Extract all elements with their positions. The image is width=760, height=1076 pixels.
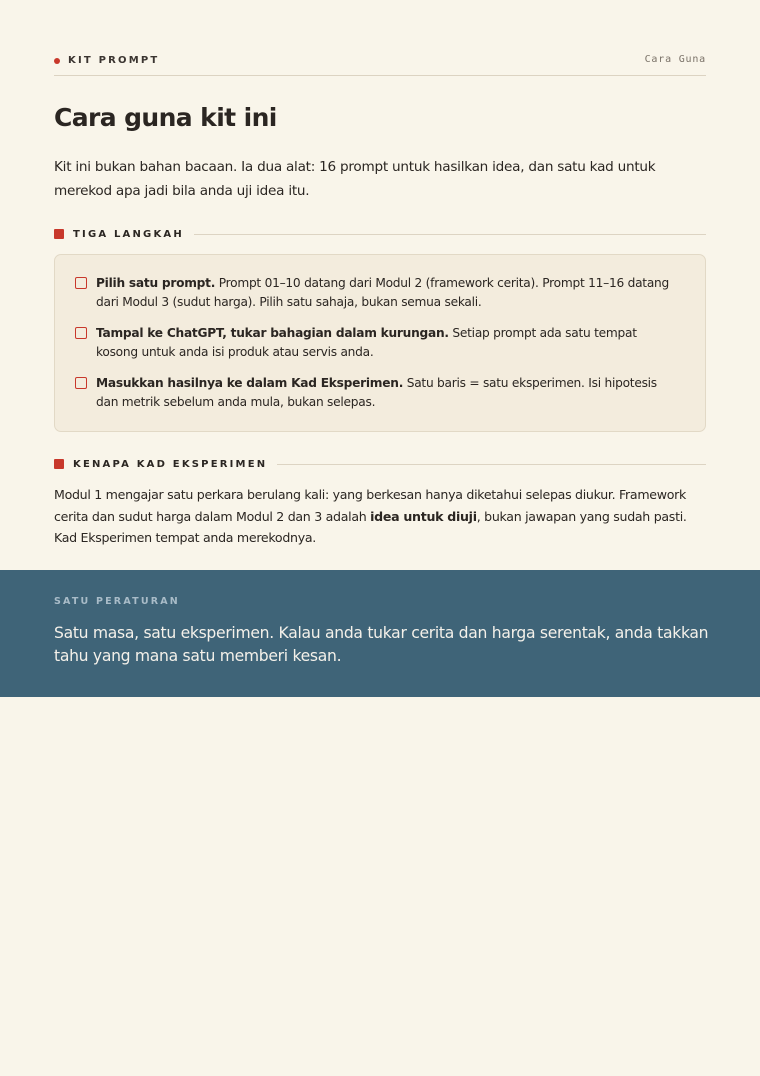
step-text — [96, 324, 675, 362]
step-description: Satu baris = satu eksperimen. Isi hipotesis dan metrik sebelum anda mula, bukan selepas. — [96, 376, 657, 409]
steps-card — [54, 254, 706, 432]
checkbox-icon[interactable] — [75, 377, 87, 389]
rule-text: Satu masa, satu eksperimen. Kalau anda tukar cerita dan harga serentak, anda takkan tahu yang mana satu memberi kesan. — [54, 624, 709, 665]
step-text — [96, 374, 675, 412]
why-section-header — [54, 457, 706, 471]
brand-dot-icon — [54, 58, 60, 64]
page-header — [54, 54, 706, 76]
why-text-highlight: idea untuk diuji — [370, 508, 477, 524]
checkbox-icon[interactable] — [75, 327, 87, 339]
step-description: Setiap prompt ada satu tempat kosong untuk anda isi produk atau servis anda. — [96, 326, 637, 359]
brand — [54, 55, 159, 66]
rule-callout — [0, 570, 760, 697]
page-title: Cara guna kit ini — [54, 103, 277, 132]
step-title: Masukkan hasilnya ke dalam Kad Eksperimen. — [96, 376, 404, 390]
step-item — [75, 374, 675, 412]
why-section-label: KENAPA KAD EKSPERIMEN — [73, 458, 268, 470]
why-text-part: , bukan jawapan yang sudah pasti. Kad Eksperimen tempat anda merekodnya. — [54, 508, 687, 545]
section-divider — [194, 234, 706, 235]
rule-label: SATU PERATURAN — [54, 596, 180, 607]
why-text — [54, 484, 704, 549]
section-divider — [277, 464, 706, 465]
steps-section-label: TIGA LANGKAH — [73, 228, 184, 240]
why-text-part: Modul 1 mengajar satu perkara berulang kali: yang berkesan hanya diketahui selepas diukur. Framework cerita dan sudut harga dalam Modul 2 dan 3 adalah — [54, 487, 687, 524]
step-title: Tampal ke ChatGPT, tukar bahagian dalam kurungan. — [96, 326, 449, 340]
step-text — [96, 274, 675, 312]
step-description: Prompt 01–10 datang dari Modul 2 (framework cerita). Prompt 11–16 datang dari Modul 3 (sudut harga). Pilih satu sahaja, bukan semua sekali. — [96, 276, 669, 309]
brand-label: KIT PROMPT — [68, 55, 160, 66]
step-item — [75, 324, 675, 362]
step-item — [75, 274, 675, 312]
steps-section-header — [54, 227, 706, 241]
section-square-icon — [54, 229, 64, 239]
section-name: Cara Guna — [644, 54, 706, 65]
section-square-icon — [54, 459, 64, 469]
checkbox-icon[interactable] — [75, 277, 87, 289]
step-title: Pilih satu prompt. — [96, 276, 216, 290]
intro-text: Kit ini bukan bahan bacaan. Ia dua alat: 16 prompt untuk hasilkan idea, dan satu kad untuk merekod apa jadi bila anda uji idea itu. — [54, 159, 656, 199]
